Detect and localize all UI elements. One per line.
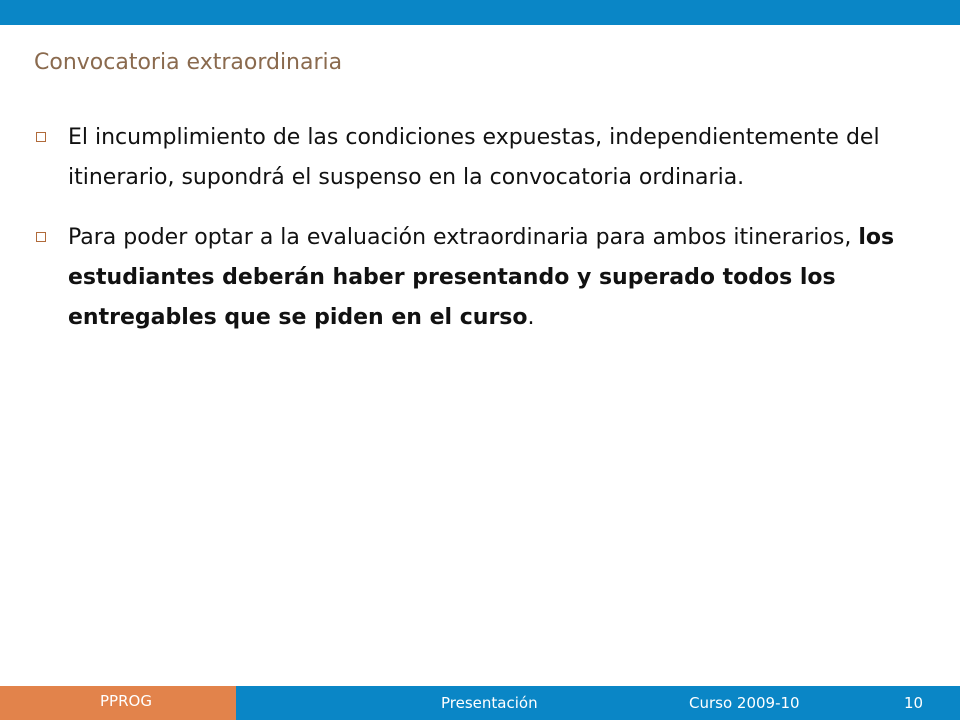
slide-content [34, 118, 914, 358]
bullet-item [34, 218, 914, 338]
square-bullet-icon [36, 232, 46, 242]
footer-topic-label: Presentación [441, 694, 538, 712]
bullet-bold-text: los estudiantes deberán haber presentando y superado todos los entregables que se piden en el curso [68, 225, 895, 330]
footer-course-label: PPROG [100, 692, 152, 710]
page-number: 10 [904, 694, 924, 712]
bullet-text: El incumplimiento de las condiciones expuestas, independientemente del itinerario, supondrá el suspenso en la convocatoria ordinaria. [68, 125, 880, 190]
footer-year-label: Curso 2009-10 [689, 694, 800, 712]
bullet-text: Para poder optar a la evaluación extraordinaria para ambos itinerarios, [68, 225, 859, 250]
header-bar [0, 0, 960, 25]
square-bullet-icon [36, 132, 46, 142]
bullet-text-end: . [527, 305, 535, 330]
bullet-item [34, 118, 914, 198]
slide-title: Convocatoria extraordinaria [34, 50, 343, 75]
footer-right-bar [236, 686, 960, 720]
